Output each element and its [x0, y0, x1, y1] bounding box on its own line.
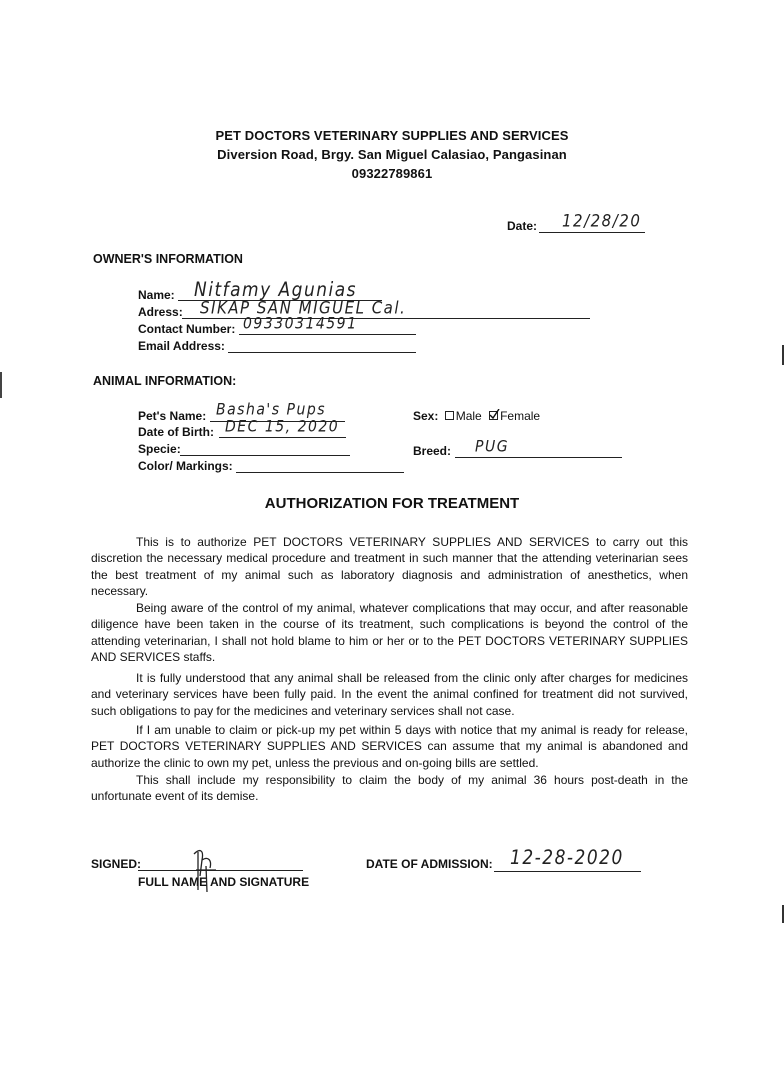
pet-name-value: Basha's Pups: [216, 400, 327, 420]
color-markings-field[interactable]: [236, 472, 404, 473]
email-label: Email Address:: [138, 339, 225, 353]
breed-label: Breed:: [413, 444, 452, 458]
female-checkbox[interactable]: [489, 411, 498, 420]
scan-edge-mark: [0, 372, 2, 398]
full-name-signature-label: FULL NAME AND SIGNATURE: [138, 875, 310, 889]
owner-address-label: Adress:: [138, 305, 183, 319]
sex-label: Sex:: [413, 409, 439, 423]
specie-label: Specie:: [138, 442, 181, 456]
admission-date-value: 12-28-2020: [510, 846, 624, 870]
specie-field[interactable]: [180, 455, 350, 456]
date-field[interactable]: [539, 232, 645, 233]
authorization-paragraph: If I am unable to claim or pick-up my pet within 5 days with notice that my animal is ready for release, PET DOCTORS VETERINARY SUPPLIES AND SERVICES can assume that my animal is abandoned and authorize the clinic to own my pet, unless the previous and on-going bills are settled.: [91, 723, 688, 770]
dob-field[interactable]: [219, 437, 346, 438]
company-address: Diversion Road, Brgy. San Miguel Calasiao, Pangasinan: [217, 147, 567, 162]
dob-value: DEC 15, 2020: [225, 417, 340, 437]
date-label: Date:: [507, 219, 538, 233]
admission-date-field[interactable]: [494, 871, 641, 872]
contact-number-label: Contact Number:: [138, 322, 236, 336]
male-checkbox[interactable]: [445, 411, 454, 420]
date-value: 12/28/20: [562, 210, 642, 232]
contact-number-value: 09330314591: [243, 314, 358, 334]
sex-field: [413, 409, 540, 423]
dob-label: Date of Birth:: [138, 425, 214, 439]
check-mark-icon: [489, 409, 500, 420]
admission-date-label: DATE OF ADMISSION:: [366, 857, 493, 871]
breed-field[interactable]: [455, 457, 622, 458]
pet-name-label: Pet's Name:: [138, 409, 207, 423]
female-option-label: Female: [500, 409, 541, 423]
owner-address-value: SIKAP SAN MIGUEL Cal.: [200, 297, 407, 319]
company-name: PET DOCTORS VETERINARY SUPPLIES AND SERVICES: [215, 128, 569, 143]
animal-section-title: ANIMAL INFORMATION:: [93, 374, 237, 388]
company-phone: 09322789861: [351, 166, 433, 181]
owner-name-value: Nitfamy Agunias: [194, 278, 357, 302]
contact-number-field[interactable]: [239, 334, 416, 335]
owner-section-title: OWNER'S INFORMATION: [93, 252, 243, 266]
handwritten-signature: [186, 846, 226, 894]
owner-name-label: Name:: [138, 288, 175, 302]
email-field[interactable]: [228, 352, 416, 353]
male-option-label: Male: [455, 409, 482, 423]
signed-label: SIGNED:: [91, 857, 142, 871]
color-markings-label: Color/ Markings:: [138, 459, 233, 473]
breed-value: PUG: [475, 437, 510, 457]
authorization-paragraph: It is fully understood that any animal shall be released from the clinic only after charges for medicines and veterinary services have been fully paid. In the event the animal confined for treatment did not survived, such obligations to pay for the medicines and veterinary services shall not case.: [91, 671, 688, 718]
authorization-paragraph: This shall include my responsibility to claim the body of my animal 36 hours post-death in the unfortunate event of its demise.: [91, 773, 688, 804]
authorization-paragraph: Being aware of the control of my animal, whatever complications that may occur, and after reasonable diligence have been taken in the course of its treatment, such complications is beyond the control of the attending veterinarian, I shall not hold blame to him or her or to the PET DOCTORS VETERINARY SUPPLIES AND SERVICES staffs.: [91, 601, 688, 665]
authorization-title: AUTHORIZATION FOR TREATMENT: [264, 495, 520, 512]
authorization-paragraph: This is to authorize PET DOCTORS VETERINARY SUPPLIES AND SERVICES to carry out this discretion the necessary medical procedure and treatment in such manner that the attending veterinarian sees the best treatment of my animal such as laboratory diagnosis and administration of anesthetics, when necessary.: [91, 535, 688, 599]
